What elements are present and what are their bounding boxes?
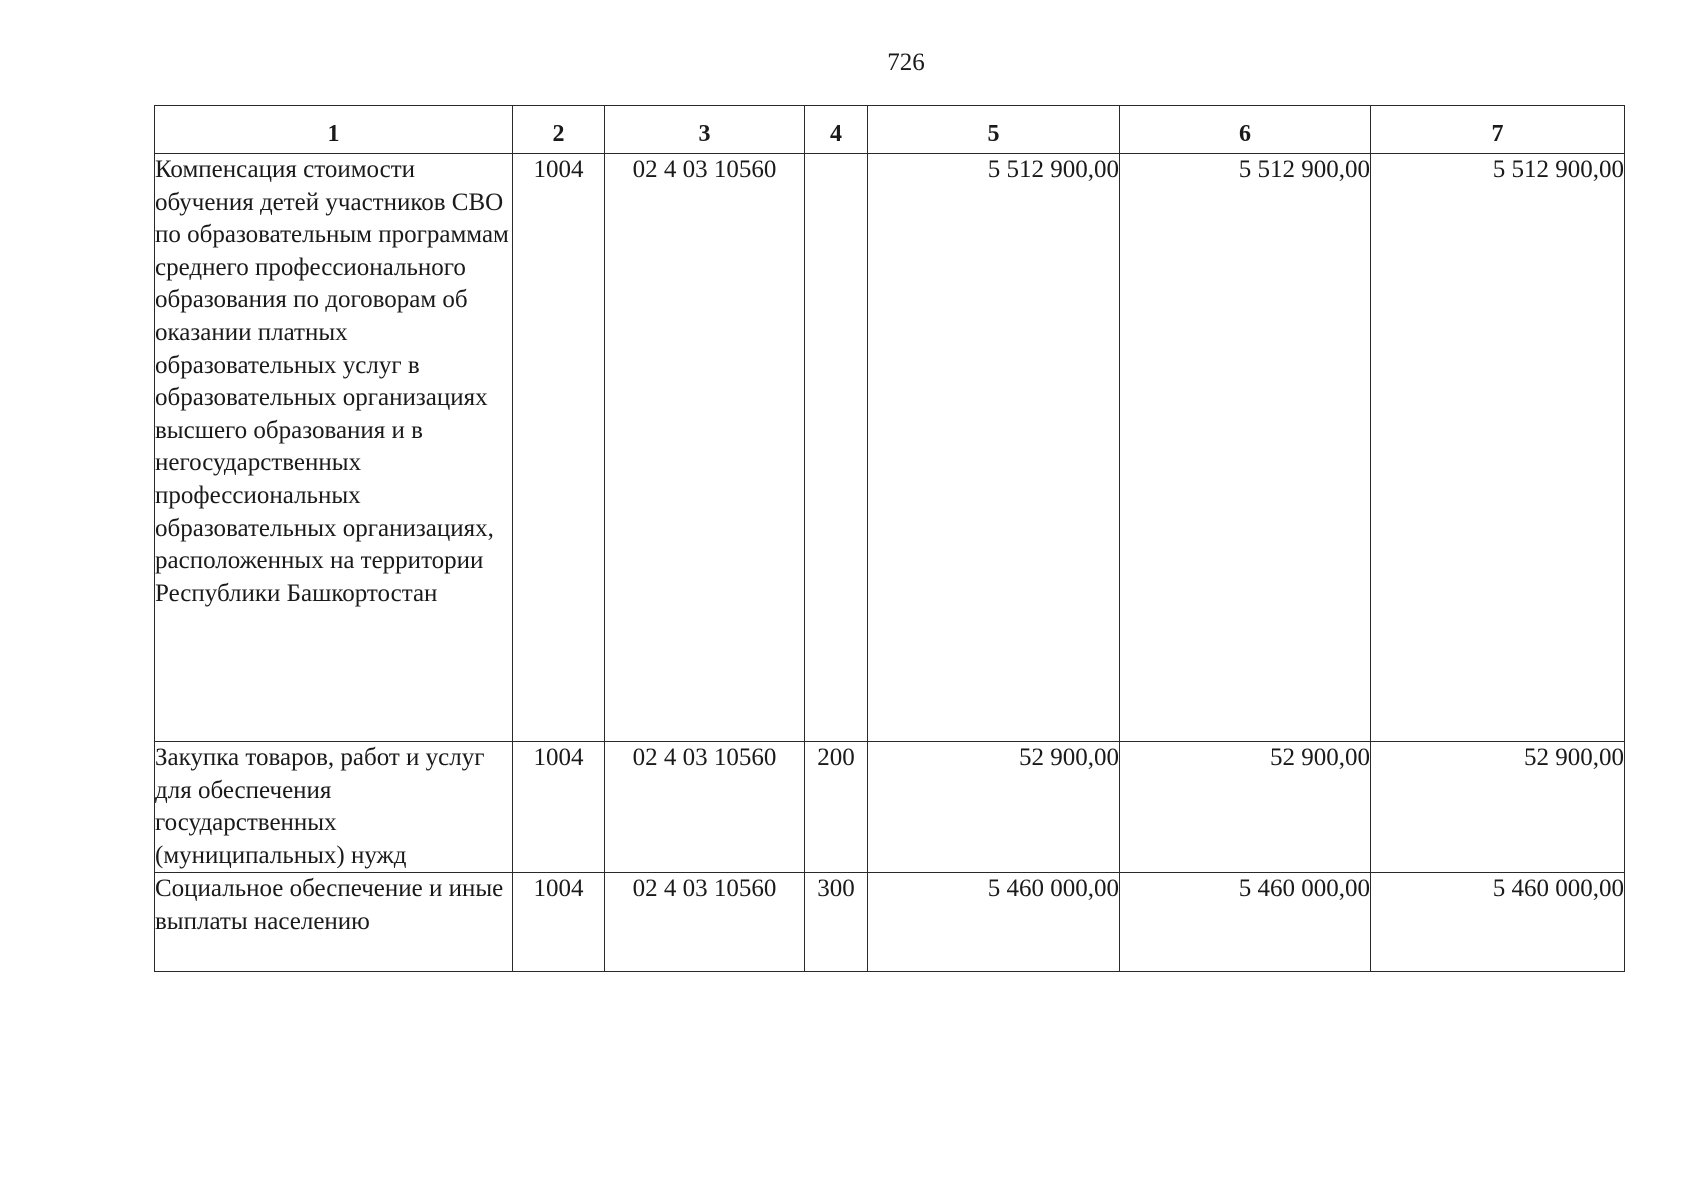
page-number: 726 — [887, 49, 925, 76]
amount-col6-cell: 52 900,00 — [1120, 742, 1371, 873]
amount-col5-cell: 5 512 900,00 — [868, 154, 1120, 742]
column-header-4: 4 — [805, 106, 868, 154]
amount-col6-cell: 5 512 900,00 — [1120, 154, 1371, 742]
column-header-1: 1 — [155, 106, 513, 154]
amount-col5-cell: 5 460 000,00 — [868, 873, 1120, 972]
target-article-cell: 02 4 03 10560 — [605, 154, 805, 742]
section-code-cell: 1004 — [513, 154, 605, 742]
table-row — [155, 873, 1625, 972]
expense-type-cell — [805, 154, 868, 742]
section-code-cell: 1004 — [513, 873, 605, 972]
row-name-cell: Закупка товаров, работ и услуг для обеспечения государственных (муниципальных) нужд — [155, 742, 513, 873]
expense-type-cell: 300 — [805, 873, 868, 972]
column-header-7: 7 — [1371, 106, 1625, 154]
target-article-cell: 02 4 03 10560 — [605, 742, 805, 873]
expense-type-cell: 200 — [805, 742, 868, 873]
table-row — [155, 154, 1625, 742]
amount-col7-cell: 5 460 000,00 — [1371, 873, 1625, 972]
column-header-5: 5 — [868, 106, 1120, 154]
amount-col7-cell: 52 900,00 — [1371, 742, 1625, 873]
amount-col5-cell: 52 900,00 — [868, 742, 1120, 873]
column-header-2: 2 — [513, 106, 605, 154]
column-header-3: 3 — [605, 106, 805, 154]
column-header-6: 6 — [1120, 106, 1371, 154]
row-name-cell: Компенсация стоимости обучения детей участников СВО по образовательным программам среднего профессионального образования по договорам об оказании платных образовательных услуг в образовательных организациях высшего образования и в негосударственных профессиональных образовательных организациях, расположенных на территории Республики Башкортостан — [155, 154, 513, 742]
amount-col6-cell: 5 460 000,00 — [1120, 873, 1371, 972]
budget-table — [154, 105, 1625, 972]
target-article-cell: 02 4 03 10560 — [605, 873, 805, 972]
amount-col7-cell: 5 512 900,00 — [1371, 154, 1625, 742]
table-header-row — [155, 106, 1625, 154]
section-code-cell: 1004 — [513, 742, 605, 873]
table-row — [155, 742, 1625, 873]
row-name-cell: Социальное обеспечение и иные выплаты населению — [155, 873, 513, 972]
